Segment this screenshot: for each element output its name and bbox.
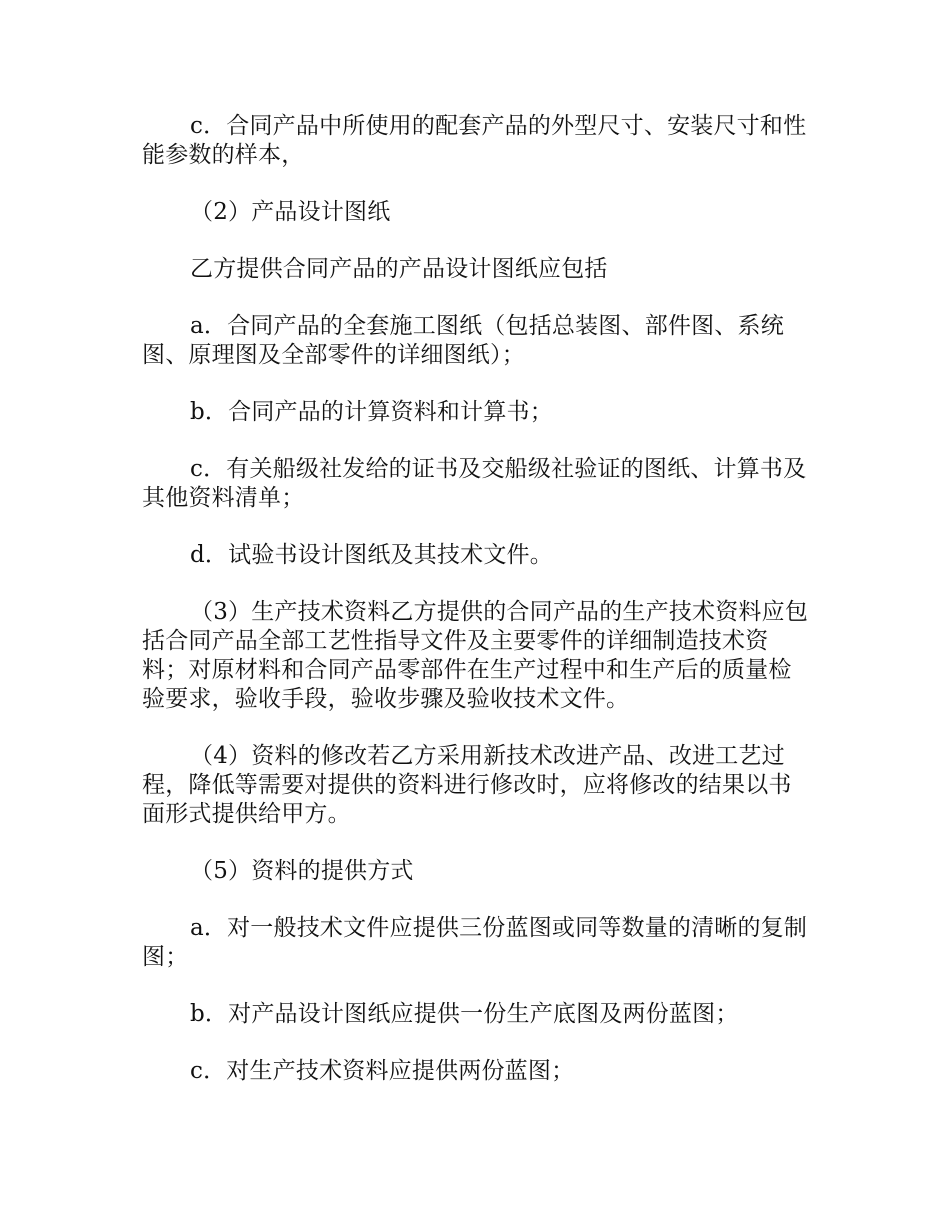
paragraph-a-general-technical-files: a．对一般技术文件应提供三份蓝图或同等数量的清晰的复制图； — [142, 915, 808, 970]
paragraph-a-construction-drawings: a．合同产品的全套施工图纸（包括总装图、部件图、系统图、原理图及全部零件的详细图纸）； — [142, 313, 784, 368]
document-body — [142, 112, 812, 1086]
paragraph-data-modification: （4）资料的修改若乙方采用新技术改进产品、改进工艺过程，降低等需要对提供的资料进行修改时，应将修改的结果以书面形式提供给甲方。 — [142, 743, 792, 827]
paragraph-b-calculation-data: b．合同产品的计算资料和计算书； — [190, 399, 553, 425]
paragraph-d-test-documents: d．试验书设计图纸及其技术文件。 — [190, 542, 553, 568]
paragraph-production-technical-data: （3）生产技术资料乙方提供的合同产品的生产技术资料应包括合同产品全部工艺性指导文件及主要零件的详细制造技术资料；对原材料和合同产品零部件在生产过程中和生产后的质量检验要求，验收手段，验收步骤及验收技术文件。 — [142, 599, 809, 712]
paragraph-design-drawings-intro: 乙方提供合同产品的产品设计图纸应包括 — [190, 256, 608, 282]
paragraph-c-supporting-products: c．合同产品中所使用的配套产品的外型尺寸、安装尺寸和性能参数的样本， — [142, 113, 807, 168]
paragraph-data-delivery-heading: （5）资料的提供方式 — [190, 858, 414, 884]
paragraph-c-classification-certificates: c．有关船级社发给的证书及交船级社验证的图纸、计算书及其他资料清单； — [142, 456, 807, 511]
paragraph-b-design-drawing-copies: b．对产品设计图纸应提供一份生产底图及两份蓝图； — [190, 1001, 739, 1027]
paragraph-product-design-drawings-heading: （2）产品设计图纸 — [190, 199, 391, 225]
paragraph-c-production-technical-copies: c．对生产技术资料应提供两份蓝图； — [190, 1058, 575, 1084]
